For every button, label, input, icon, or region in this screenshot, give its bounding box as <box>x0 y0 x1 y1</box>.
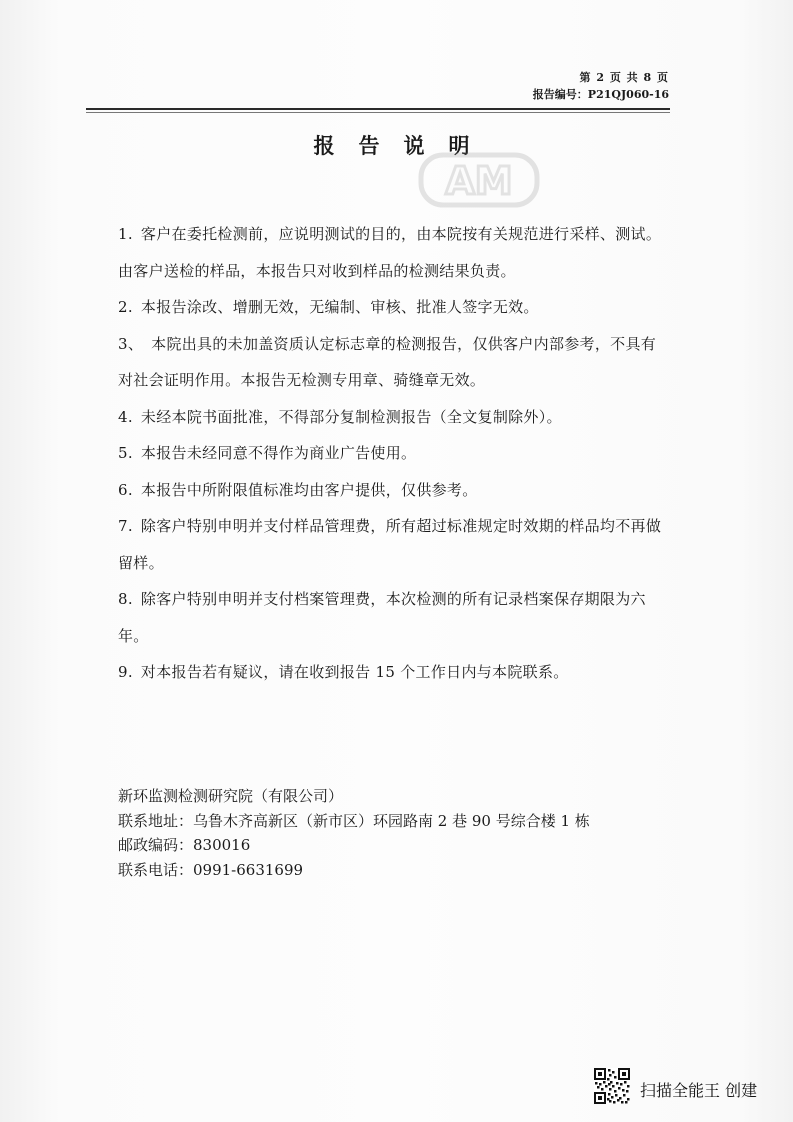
note-item <box>118 399 663 436</box>
scanner-badge-label: 扫描全能王 创建 <box>640 1081 758 1100</box>
note-item <box>118 435 663 472</box>
note-number: 2. <box>118 298 133 316</box>
note-item <box>118 472 663 509</box>
note-number: 4. <box>118 407 133 426</box>
note-text: 本报告涂改、增删无效，无编制、审核、批准人签字无效。 <box>140 298 539 316</box>
note-text: 除客户特别申明并支付档案管理费，本次检测的所有记录档案保存期限为六年。 <box>118 590 646 645</box>
institute-name: 新环监测检测研究院（有限公司） <box>118 787 344 805</box>
note-text: 本报告中所附限值标准均由客户提供，仅供参考。 <box>140 480 478 499</box>
note-item <box>118 216 663 289</box>
note-item <box>118 654 663 691</box>
note-number: 6. <box>118 480 133 499</box>
note-text: 本院出具的未加盖资质认定标志章的检测报告，仅供客户内部参考，不具有对社会证明作用。本报告无检测专用章、骑缝章无效。 <box>118 334 657 389</box>
note-number: 7. <box>118 517 133 535</box>
institute-phone: 联系电话：0991-6631699 <box>118 860 304 879</box>
note-item <box>118 581 663 654</box>
header-rule-thin <box>86 112 670 113</box>
note-number: 5. <box>118 444 133 462</box>
am-watermark-seal <box>418 152 540 208</box>
page-title: 报告说明 <box>313 133 494 158</box>
note-item <box>118 289 663 326</box>
institute-info <box>118 784 678 882</box>
watermark-text: AM <box>445 159 513 203</box>
institute-postcode: 邮政编码：830016 <box>118 836 251 854</box>
note-item <box>118 508 663 581</box>
note-number: 9. <box>118 663 133 681</box>
note-text: 对本报告若有疑议，请在收到报告 15 个工作日内与本院联系。 <box>140 663 569 681</box>
institute-address: 联系地址：乌鲁木齐高新区（新市区）环园路南 2 巷 90 号综合楼 1 栋 <box>118 811 590 830</box>
note-text: 除客户特别申明并支付样品管理费，所有超过标准规定时效期的样品均不再做留样。 <box>118 517 662 572</box>
note-number: 3、 <box>118 334 144 353</box>
report-number: 报告编号：P21QJ060-16 <box>532 88 669 101</box>
note-item <box>118 326 663 399</box>
note-text: 客户在委托检测前，应说明测试的目的，由本院按有关规范进行采样、测试。由客户送检的样品，本报告只对收到样品的检测结果负责。 <box>118 225 662 280</box>
note-number: 8. <box>118 590 133 608</box>
header-rule <box>86 108 670 110</box>
note-text: 未经本院书面批准，不得部分复制检测报告（全文复制除外）。 <box>140 407 562 426</box>
note-text: 本报告未经同意不得作为商业广告使用。 <box>140 444 417 462</box>
note-number: 1. <box>118 225 133 243</box>
page-info: 第 2 页 共 8 页 <box>579 71 669 84</box>
qr-code-icon <box>594 1068 630 1104</box>
notes-list <box>118 216 663 691</box>
